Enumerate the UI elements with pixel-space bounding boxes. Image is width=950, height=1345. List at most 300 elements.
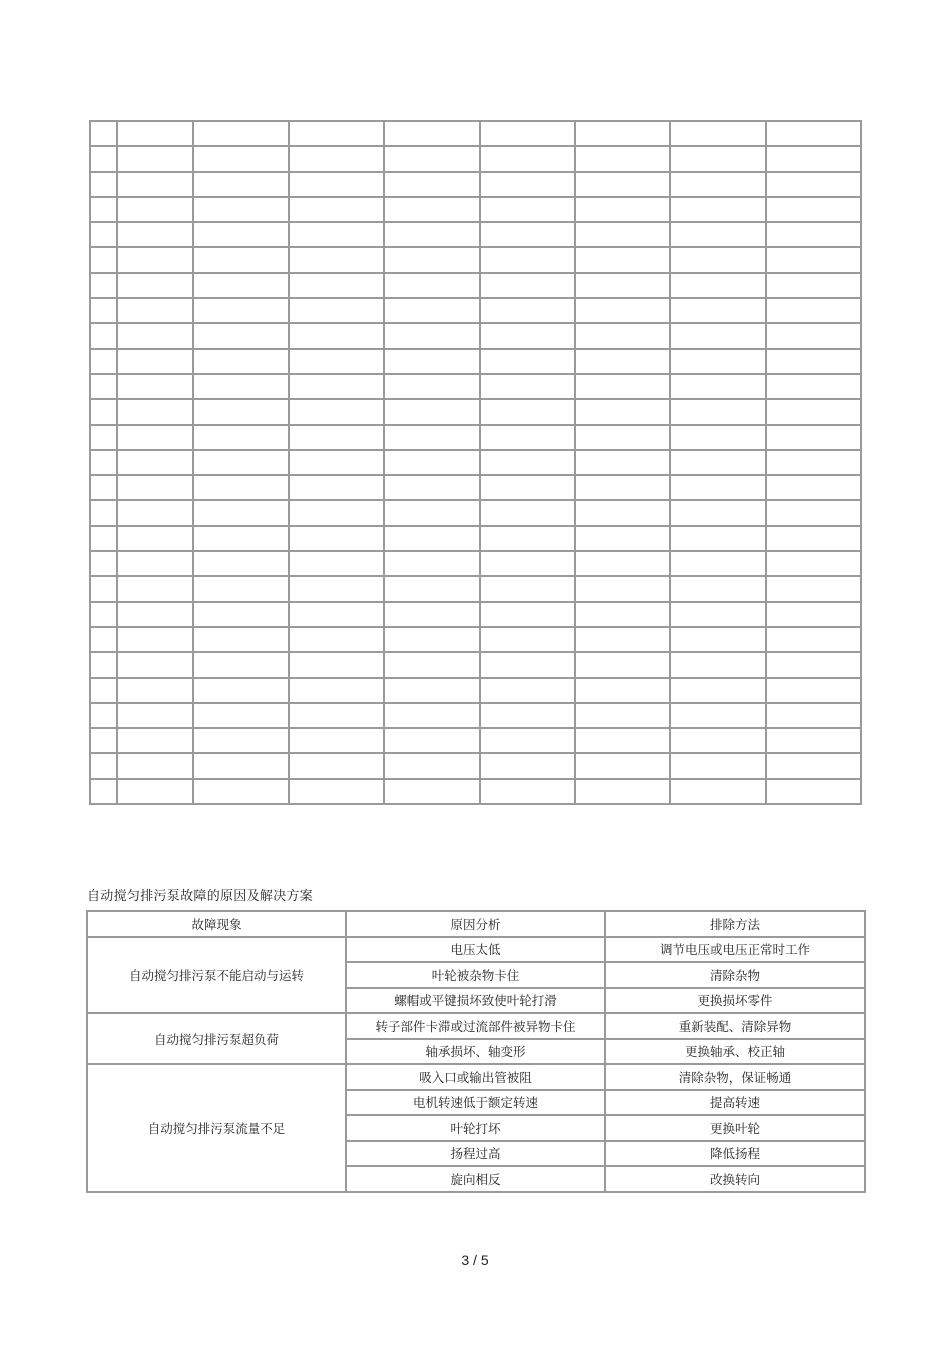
grid-cell: [90, 652, 117, 677]
grid-cell: [575, 500, 670, 525]
fault-solution-cell: 重新装配、清除异物: [605, 1013, 865, 1039]
fault-phenomenon-cell: 自动搅匀排污泵不能启动与运转: [87, 937, 346, 1014]
grid-cell: [117, 121, 193, 146]
grid-cell: [117, 526, 193, 551]
grid-cell: [575, 374, 670, 399]
grid-cell: [575, 602, 670, 627]
grid-cell: [575, 222, 670, 247]
grid-cell: [193, 652, 289, 677]
grid-cell: [384, 576, 480, 601]
grid-cell: [117, 500, 193, 525]
grid-cell: [766, 779, 861, 804]
grid-cell: [90, 222, 117, 247]
grid-cell: [670, 298, 766, 323]
grid-cell: [193, 349, 289, 374]
grid-cell: [117, 247, 193, 272]
grid-cell: [289, 652, 384, 677]
grid-cell: [575, 247, 670, 272]
grid-cell: [575, 576, 670, 601]
grid-cell: [384, 627, 480, 652]
fault-solution-cell: 提高转速: [605, 1090, 865, 1116]
grid-row: [90, 602, 861, 627]
grid-cell: [289, 247, 384, 272]
grid-cell: [575, 425, 670, 450]
grid-cell: [117, 222, 193, 247]
grid-cell: [289, 399, 384, 424]
grid-row: [90, 273, 861, 298]
page-number: 3 / 5: [461, 1252, 489, 1268]
grid-cell: [384, 374, 480, 399]
grid-cell: [384, 247, 480, 272]
grid-cell: [766, 172, 861, 197]
grid-cell: [384, 551, 480, 576]
grid-cell: [90, 298, 117, 323]
grid-cell: [193, 146, 289, 171]
grid-cell: [480, 222, 575, 247]
grid-cell: [289, 475, 384, 500]
grid-cell: [480, 425, 575, 450]
grid-cell: [289, 374, 384, 399]
grid-cell: [575, 197, 670, 222]
grid-cell: [90, 602, 117, 627]
table-row: [87, 1013, 865, 1039]
table-row: [87, 937, 865, 963]
grid-row: [90, 399, 861, 424]
grid-cell: [384, 703, 480, 728]
fault-solution-cell: 调节电压或电压正常时工作: [605, 937, 865, 963]
grid-cell: [289, 273, 384, 298]
grid-cell: [670, 753, 766, 778]
header-cause: 原因分析: [346, 911, 605, 937]
grid-cell: [575, 349, 670, 374]
grid-cell: [193, 323, 289, 348]
grid-cell: [480, 298, 575, 323]
grid-cell: [766, 399, 861, 424]
grid-cell: [193, 273, 289, 298]
grid-cell: [480, 728, 575, 753]
grid-cell: [289, 728, 384, 753]
grid-cell: [766, 273, 861, 298]
grid-cell: [670, 399, 766, 424]
grid-cell: [575, 703, 670, 728]
grid-row: [90, 146, 861, 171]
grid-cell: [90, 576, 117, 601]
grid-cell: [766, 475, 861, 500]
grid-row: [90, 551, 861, 576]
fault-cause-cell: 扬程过高: [346, 1141, 605, 1167]
grid-cell: [575, 273, 670, 298]
grid-cell: [289, 450, 384, 475]
grid-cell: [289, 146, 384, 171]
grid-cell: [766, 323, 861, 348]
grid-cell: [117, 399, 193, 424]
grid-cell: [670, 197, 766, 222]
grid-cell: [90, 551, 117, 576]
grid-cell: [193, 576, 289, 601]
grid-cell: [193, 500, 289, 525]
grid-cell: [90, 349, 117, 374]
grid-cell: [766, 374, 861, 399]
grid-cell: [384, 425, 480, 450]
grid-cell: [117, 172, 193, 197]
grid-cell: [384, 349, 480, 374]
grid-cell: [766, 602, 861, 627]
grid-cell: [670, 349, 766, 374]
grid-cell: [575, 475, 670, 500]
grid-cell: [193, 678, 289, 703]
grid-cell: [670, 678, 766, 703]
grid-cell: [384, 652, 480, 677]
grid-cell: [670, 273, 766, 298]
table-row: [87, 1064, 865, 1090]
grid-cell: [384, 500, 480, 525]
grid-cell: [90, 678, 117, 703]
grid-row: [90, 652, 861, 677]
grid-cell: [670, 323, 766, 348]
grid-cell: [289, 323, 384, 348]
grid-cell: [117, 374, 193, 399]
grid-cell: [575, 652, 670, 677]
grid-cell: [117, 298, 193, 323]
grid-cell: [384, 298, 480, 323]
grid-row: [90, 349, 861, 374]
grid-row: [90, 374, 861, 399]
grid-row: [90, 222, 861, 247]
grid-cell: [480, 273, 575, 298]
grid-cell: [289, 222, 384, 247]
grid-cell: [384, 678, 480, 703]
grid-cell: [384, 222, 480, 247]
grid-cell: [384, 779, 480, 804]
grid-cell: [480, 374, 575, 399]
grid-cell: [670, 374, 766, 399]
fault-solution-cell: 更换叶轮: [605, 1115, 865, 1141]
grid-cell: [766, 753, 861, 778]
grid-cell: [117, 652, 193, 677]
grid-cell: [90, 172, 117, 197]
grid-cell: [193, 753, 289, 778]
grid-cell: [766, 450, 861, 475]
grid-cell: [766, 349, 861, 374]
grid-cell: [289, 425, 384, 450]
grid-cell: [117, 703, 193, 728]
grid-cell: [670, 450, 766, 475]
grid-cell: [480, 475, 575, 500]
grid-cell: [193, 197, 289, 222]
grid-cell: [480, 399, 575, 424]
fault-solution-cell: 改换转向: [605, 1166, 865, 1192]
grid-cell: [117, 197, 193, 222]
grid-cell: [384, 399, 480, 424]
fault-cause-cell: 电机转速低于额定转速: [346, 1090, 605, 1116]
grid-cell: [670, 652, 766, 677]
grid-cell: [575, 323, 670, 348]
grid-cell: [575, 450, 670, 475]
grid-cell: [117, 450, 193, 475]
fault-solution-cell: 清除杂物，保证畅通: [605, 1064, 865, 1090]
grid-cell: [480, 450, 575, 475]
grid-cell: [766, 222, 861, 247]
grid-cell: [670, 627, 766, 652]
fault-table: [86, 910, 866, 1193]
grid-cell: [670, 551, 766, 576]
grid-cell: [384, 172, 480, 197]
grid-cell: [90, 323, 117, 348]
grid-cell: [117, 627, 193, 652]
grid-cell: [670, 121, 766, 146]
fault-cause-cell: 叶轮被杂物卡住: [346, 962, 605, 988]
grid-cell: [480, 146, 575, 171]
fault-table-header-row: [87, 911, 865, 937]
grid-cell: [193, 779, 289, 804]
grid-cell: [117, 779, 193, 804]
grid-cell: [117, 678, 193, 703]
fault-cause-cell: 电压太低: [346, 937, 605, 963]
grid-cell: [193, 703, 289, 728]
grid-cell: [480, 121, 575, 146]
grid-cell: [289, 121, 384, 146]
grid-cell: [575, 121, 670, 146]
grid-row: [90, 172, 861, 197]
grid-cell: [670, 779, 766, 804]
grid-cell: [193, 475, 289, 500]
grid-cell: [384, 728, 480, 753]
grid-cell: [670, 222, 766, 247]
grid-cell: [480, 602, 575, 627]
grid-cell: [480, 627, 575, 652]
grid-row: [90, 500, 861, 525]
grid-cell: [193, 247, 289, 272]
grid-cell: [117, 273, 193, 298]
grid-cell: [117, 576, 193, 601]
grid-cell: [575, 526, 670, 551]
grid-cell: [670, 475, 766, 500]
grid-cell: [117, 146, 193, 171]
grid-cell: [193, 526, 289, 551]
grid-cell: [117, 323, 193, 348]
grid-cell: [117, 728, 193, 753]
grid-cell: [117, 551, 193, 576]
grid-row: [90, 753, 861, 778]
grid-cell: [384, 197, 480, 222]
grid-cell: [670, 146, 766, 171]
grid-cell: [384, 121, 480, 146]
grid-cell: [766, 678, 861, 703]
grid-cell: [480, 678, 575, 703]
grid-row: [90, 728, 861, 753]
grid-cell: [575, 551, 670, 576]
grid-cell: [90, 450, 117, 475]
grid-cell: [384, 475, 480, 500]
grid-cell: [670, 703, 766, 728]
grid-cell: [766, 146, 861, 171]
grid-cell: [384, 602, 480, 627]
grid-cell: [90, 475, 117, 500]
section-title: 自动搅匀排污泵故障的原因及解决方案: [87, 889, 314, 904]
grid-cell: [384, 526, 480, 551]
grid-row: [90, 703, 861, 728]
grid-row: [90, 450, 861, 475]
grid-cell: [575, 399, 670, 424]
grid-cell: [575, 753, 670, 778]
grid-row: [90, 323, 861, 348]
grid-cell: [117, 753, 193, 778]
grid-cell: [90, 121, 117, 146]
grid-cell: [670, 526, 766, 551]
grid-cell: [766, 703, 861, 728]
grid-cell: [289, 779, 384, 804]
fault-cause-cell: 转子部件卡滞或过流部件被异物卡住: [346, 1013, 605, 1039]
fault-phenomenon-cell: 自动搅匀排污泵超负荷: [87, 1013, 346, 1064]
grid-cell: [766, 197, 861, 222]
grid-cell: [480, 703, 575, 728]
grid-row: [90, 425, 861, 450]
grid-cell: [575, 298, 670, 323]
grid-cell: [575, 146, 670, 171]
grid-cell: [193, 450, 289, 475]
grid-cell: [90, 728, 117, 753]
grid-cell: [117, 602, 193, 627]
grid-cell: [766, 627, 861, 652]
grid-cell: [766, 576, 861, 601]
fault-cause-cell: 吸入口或输出管被阻: [346, 1064, 605, 1090]
fault-solution-cell: 更换轴承、校正轴: [605, 1039, 865, 1065]
grid-row: [90, 247, 861, 272]
grid-row: [90, 197, 861, 222]
grid-cell: [575, 728, 670, 753]
grid-cell: [670, 500, 766, 525]
grid-cell: [193, 121, 289, 146]
fault-cause-cell: 轴承损坏、轴变形: [346, 1039, 605, 1065]
grid-cell: [670, 425, 766, 450]
grid-cell: [670, 602, 766, 627]
fault-solution-cell: 更换损坏零件: [605, 988, 865, 1014]
grid-cell: [90, 703, 117, 728]
grid-cell: [289, 753, 384, 778]
grid-cell: [90, 374, 117, 399]
grid-cell: [90, 399, 117, 424]
grid-row: [90, 121, 861, 146]
grid-cell: [480, 753, 575, 778]
grid-cell: [90, 627, 117, 652]
grid-cell: [766, 551, 861, 576]
grid-cell: [90, 425, 117, 450]
grid-cell: [193, 374, 289, 399]
grid-row: [90, 627, 861, 652]
grid-cell: [289, 551, 384, 576]
grid-row: [90, 475, 861, 500]
grid-row: [90, 526, 861, 551]
grid-cell: [193, 425, 289, 450]
grid-cell: [480, 247, 575, 272]
grid-cell: [766, 298, 861, 323]
grid-cell: [480, 576, 575, 601]
grid-cell: [480, 526, 575, 551]
grid-cell: [193, 728, 289, 753]
grid-row: [90, 678, 861, 703]
grid-cell: [480, 197, 575, 222]
grid-row: [90, 576, 861, 601]
grid-cell: [480, 323, 575, 348]
grid-cell: [289, 500, 384, 525]
grid-cell: [90, 753, 117, 778]
grid-cell: [480, 172, 575, 197]
grid-cell: [90, 146, 117, 171]
grid-cell: [384, 146, 480, 171]
grid-cell: [289, 678, 384, 703]
grid-cell: [289, 627, 384, 652]
header-solution: 排除方法: [605, 911, 865, 937]
grid-cell: [575, 678, 670, 703]
grid-cell: [480, 779, 575, 804]
grid-row: [90, 298, 861, 323]
grid-cell: [289, 197, 384, 222]
grid-cell: [384, 273, 480, 298]
grid-cell: [90, 197, 117, 222]
header-phenomenon: 故障现象: [87, 911, 346, 937]
fault-solution-cell: 降低扬程: [605, 1141, 865, 1167]
grid-cell: [193, 627, 289, 652]
grid-cell: [766, 121, 861, 146]
fault-solution-cell: 清除杂物: [605, 962, 865, 988]
grid-cell: [575, 627, 670, 652]
grid-cell: [193, 172, 289, 197]
grid-cell: [480, 551, 575, 576]
grid-cell: [766, 652, 861, 677]
grid-cell: [384, 323, 480, 348]
grid-cell: [289, 703, 384, 728]
grid-cell: [289, 526, 384, 551]
grid-cell: [575, 172, 670, 197]
grid-cell: [193, 551, 289, 576]
grid-cell: [766, 247, 861, 272]
grid-cell: [575, 779, 670, 804]
grid-cell: [117, 475, 193, 500]
grid-cell: [117, 349, 193, 374]
fault-cause-cell: 叶轮打坏: [346, 1115, 605, 1141]
grid-cell: [670, 576, 766, 601]
grid-cell: [90, 500, 117, 525]
grid-cell: [480, 349, 575, 374]
grid-cell: [766, 500, 861, 525]
grid-cell: [670, 247, 766, 272]
grid-cell: [289, 172, 384, 197]
grid-cell: [193, 298, 289, 323]
grid-cell: [289, 602, 384, 627]
grid-cell: [90, 779, 117, 804]
grid-cell: [193, 602, 289, 627]
grid-cell: [193, 399, 289, 424]
grid-cell: [766, 526, 861, 551]
grid-cell: [193, 222, 289, 247]
grid-cell: [480, 500, 575, 525]
grid-row: [90, 779, 861, 804]
grid-cell: [670, 728, 766, 753]
fault-phenomenon-cell: 自动搅匀排污泵流量不足: [87, 1064, 346, 1192]
empty-grid-table: [89, 120, 862, 805]
grid-cell: [90, 247, 117, 272]
grid-cell: [289, 349, 384, 374]
fault-cause-cell: 螺帽或平键损坏致使叶轮打滑: [346, 988, 605, 1014]
grid-cell: [289, 298, 384, 323]
grid-cell: [90, 273, 117, 298]
fault-cause-cell: 旋向相反: [346, 1166, 605, 1192]
grid-cell: [766, 728, 861, 753]
grid-cell: [384, 753, 480, 778]
grid-cell: [289, 576, 384, 601]
grid-cell: [766, 425, 861, 450]
grid-cell: [90, 526, 117, 551]
